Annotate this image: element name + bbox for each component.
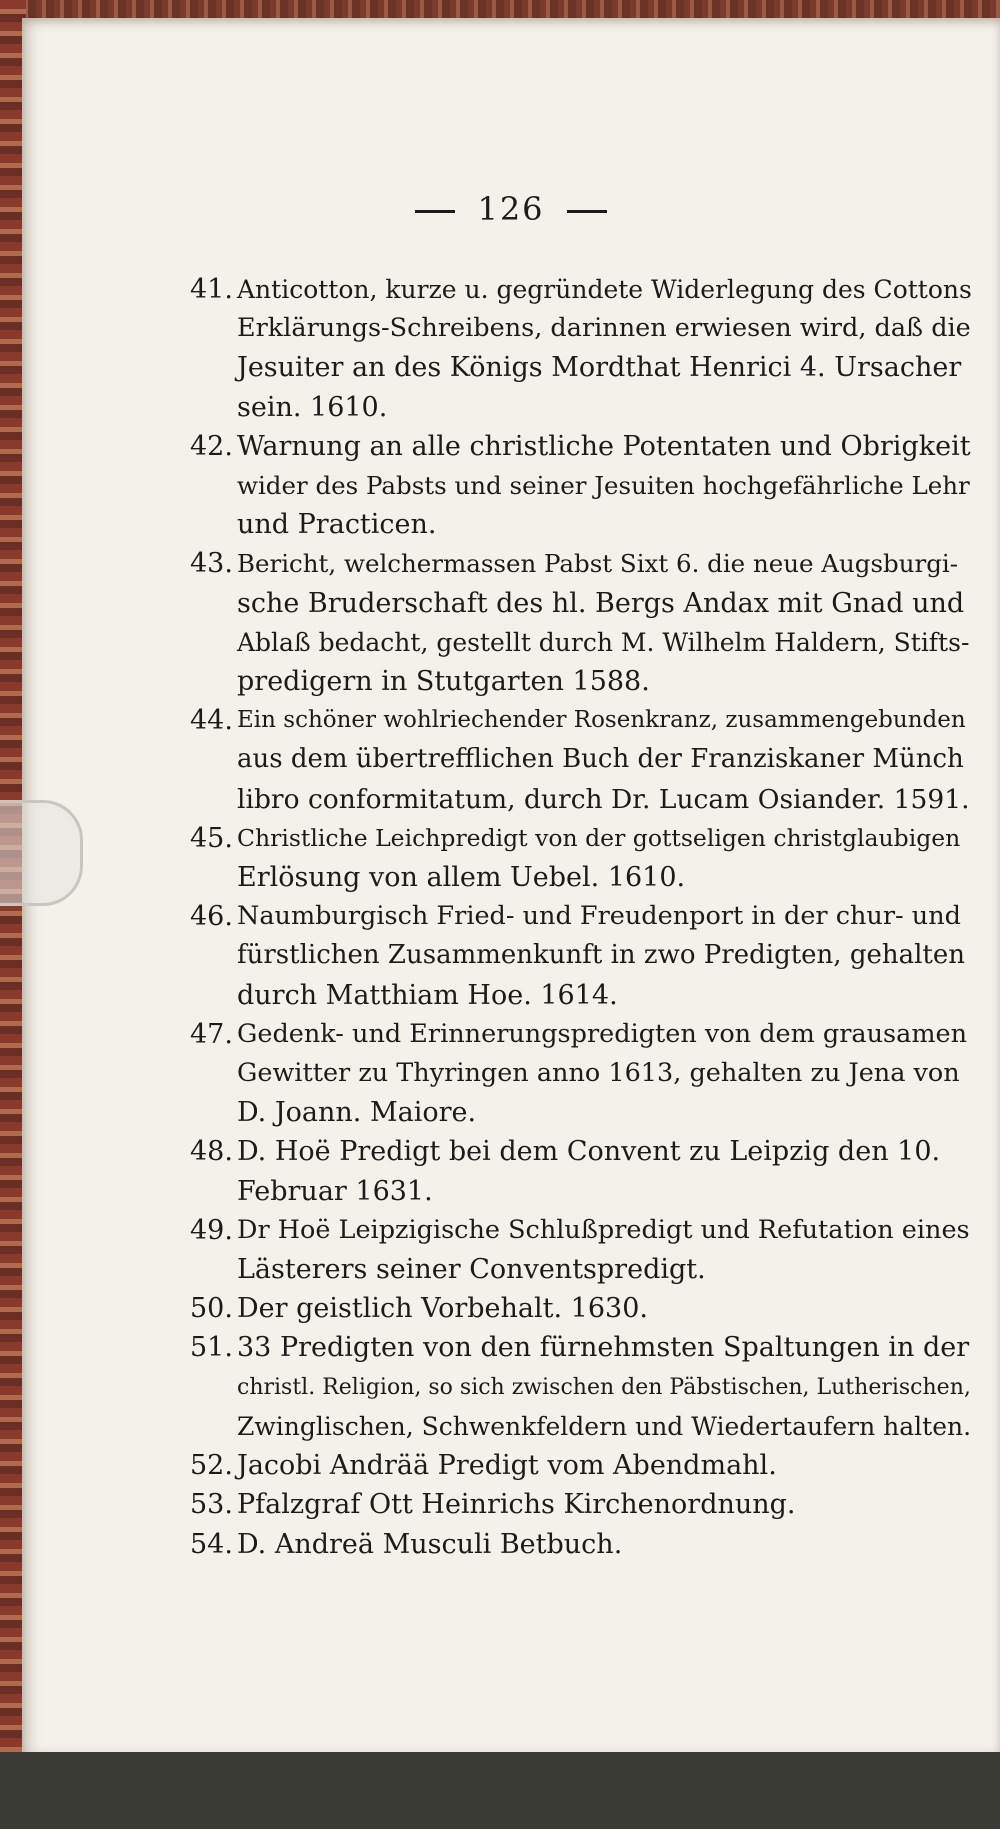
entry-text-line: christl. Religion, so sich zwischen den Päbstischen, Lutherischen, xyxy=(237,1374,971,1400)
entry-number: 41. xyxy=(190,274,233,305)
bibliography-entry xyxy=(192,544,972,701)
entry-number: 46. xyxy=(190,901,233,933)
entry-text-line: D. Hoë Predigt bei dem Convent zu Leipzig den 10. xyxy=(237,1136,941,1168)
page-number-text: 126 xyxy=(477,190,545,228)
entry-number: 53. xyxy=(190,1489,233,1521)
entry-text-line: Gewitter zu Thyringen anno 1613, gehalten zu Jena von xyxy=(237,1058,960,1089)
entry-text-line: D. Joann. Maiore. xyxy=(237,1097,477,1129)
page-clip xyxy=(0,800,83,906)
bibliography-entry xyxy=(192,1289,972,1328)
bibliography-entry xyxy=(192,1328,972,1446)
entry-text-line: Jesuiter an des Königs Mordthat Henrici 4. Ursacher xyxy=(237,352,962,384)
entry-text-line: Anticotton, kurze u. gegründete Widerlegung des Cottons xyxy=(237,275,972,304)
entry-text-line: Zwinglischen, Schwenkfeldern und Wiedertaufern halten. xyxy=(237,1411,972,1441)
entry-text-line: durch Matthiam Hoe. 1614. xyxy=(237,979,618,1011)
entry-text-line: D. Andreä Musculi Betbuch. xyxy=(237,1528,623,1560)
entry-text-line: Jacobi Andrää Predigt vom Abendmahl. xyxy=(237,1450,777,1482)
entry-text-line: wider des Pabsts und seiner Jesuiten hochgefährliche Lehr xyxy=(237,471,970,501)
entry-text-line: Februar 1631. xyxy=(237,1175,433,1207)
entry-text-line: Dr Hoë Leipzigische Schlußpredigt und Refutation eines xyxy=(237,1214,970,1245)
entry-text-line: Ein schöner wohlriechender Rosenkranz, zusammengebunden xyxy=(237,707,966,734)
entry-text-line: libro conformitatum, durch Dr. Lucam Osiander. 1591. xyxy=(237,783,970,815)
entry-text-line: Der geistlich Vorbehalt. 1630. xyxy=(237,1293,648,1325)
entry-text-line: sein. 1610. xyxy=(237,391,388,423)
bibliography-entry xyxy=(192,270,972,427)
entry-text-line: Naumburgisch Fried- und Freudenport in der chur- und xyxy=(237,901,961,932)
bibliography-entry xyxy=(192,1211,972,1289)
entry-text-line: Pfalzgraf Ott Heinrichs Kirchenordnung. xyxy=(237,1489,796,1521)
entry-text-line: Bericht, welchermassen Pabst Sixt 6. die neue Augsburgi- xyxy=(237,549,959,579)
bibliography-entry xyxy=(192,819,972,897)
entry-number: 47. xyxy=(190,1018,233,1050)
entry-text-line: sche Bruderschaft des hl. Bergs Andax mit Gnad und xyxy=(237,587,965,619)
bibliography-list xyxy=(192,270,972,1564)
entry-number: 44. xyxy=(190,705,233,737)
entry-text-line: 33 Predigten von den fürnehmsten Spaltungen in der xyxy=(237,1332,970,1364)
page-number xyxy=(22,190,1000,228)
entry-text-line: Lästerers seiner Conventspredigt. xyxy=(237,1254,706,1286)
dash-left xyxy=(415,210,455,213)
bibliography-entry xyxy=(192,1525,972,1564)
entry-text-line: Erklärungs-Schreibens, darinnen erwiesen wird, daß die xyxy=(237,313,971,344)
bibliography-entry xyxy=(192,897,972,1015)
entry-number: 45. xyxy=(190,822,233,854)
bibliography-entry xyxy=(192,1015,972,1133)
entry-number: 54. xyxy=(190,1528,233,1560)
entry-text-line: Warnung an alle christliche Potentaten und Obrigkeit xyxy=(237,430,971,462)
entry-number: 43. xyxy=(190,548,233,580)
entry-text-line: fürstlichen Zusammenkunft in zwo Predigten, gehalten xyxy=(237,940,965,971)
book-page xyxy=(22,18,1000,1758)
bibliography-entry xyxy=(192,427,972,545)
scanner-bottom-band xyxy=(0,1752,1000,1829)
bibliography-entry xyxy=(192,701,972,819)
entry-text-line: Erlösung von allem Uebel. 1610. xyxy=(237,862,686,894)
entry-number: 49. xyxy=(190,1214,233,1246)
bibliography-entry xyxy=(192,1132,972,1210)
entry-text-line: aus dem übertrefflichen Buch der Franziskaner Münch xyxy=(237,744,964,775)
entry-text-line: und Practicen. xyxy=(237,509,437,541)
entry-number: 48. xyxy=(190,1136,233,1168)
entry-text-line: Ablaß bedacht, gestellt durch M. Wilhelm Haldern, Stifts- xyxy=(237,627,970,657)
entry-number: 50. xyxy=(190,1293,233,1325)
entry-text-line: Christliche Leichpredigt von der gottseligen christglaubigen xyxy=(237,823,961,852)
bibliography-entry xyxy=(192,1446,972,1485)
entry-number: 51. xyxy=(190,1332,233,1364)
entry-text-line: predigern in Stutgarten 1588. xyxy=(237,666,650,698)
dash-right xyxy=(567,210,607,213)
bibliography-entry xyxy=(192,1485,972,1524)
entry-text-line: Gedenk- und Erinnerungspredigten von dem grausamen xyxy=(237,1018,968,1049)
entry-number: 42. xyxy=(190,430,233,462)
entry-number: 52. xyxy=(190,1450,233,1482)
